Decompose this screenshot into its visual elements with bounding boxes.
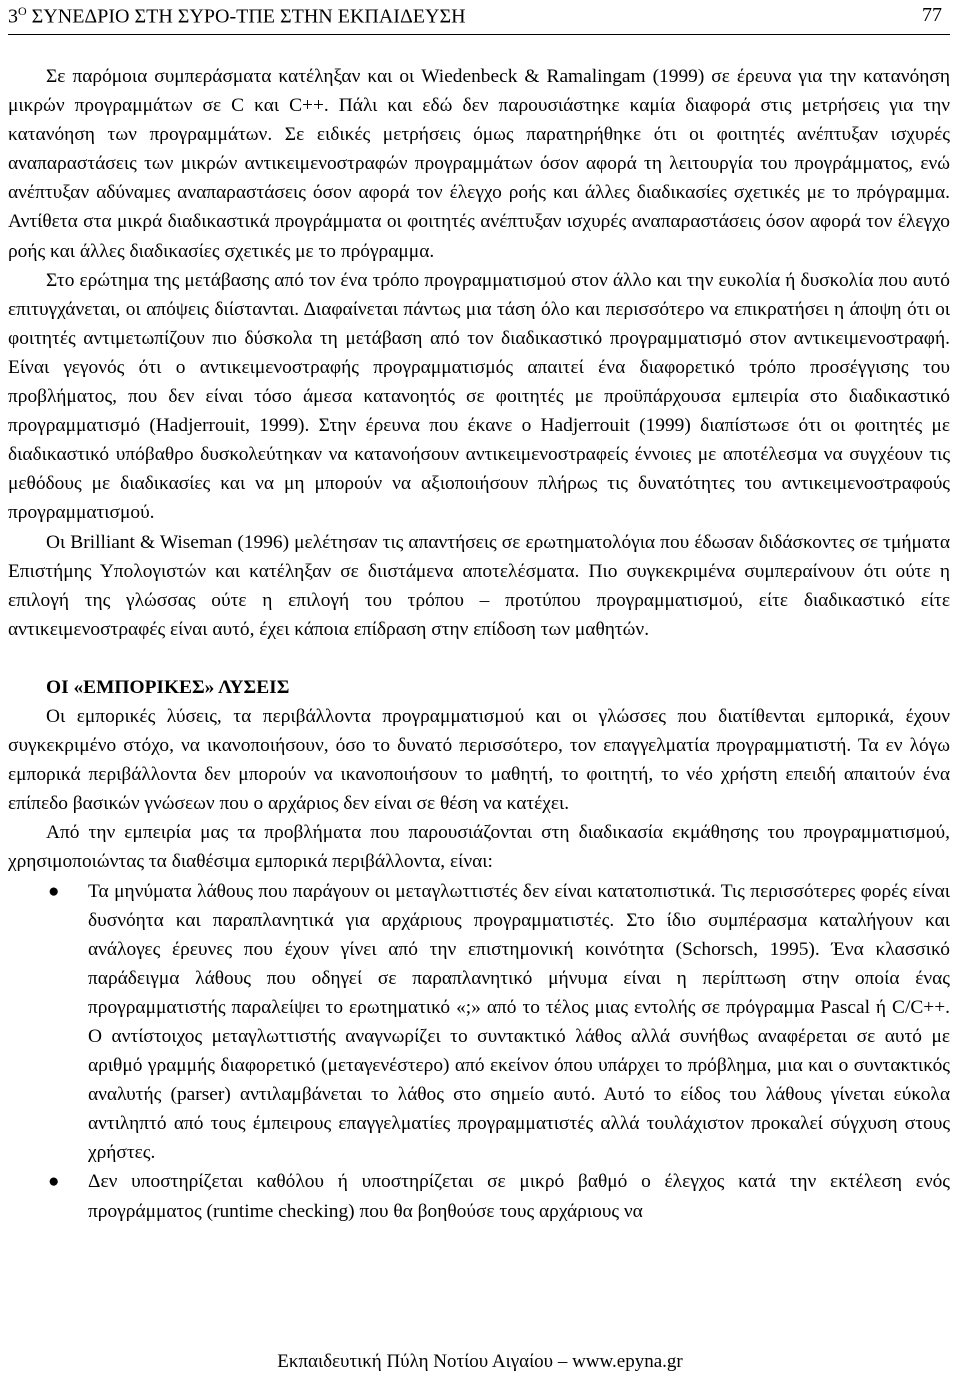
paragraph: Από την εμπειρία μας τα προβλήματα που παρουσιάζονται στη διαδικασία εκμάθησης του προγραμματισμού, χρησιμοποιώντας τα διαθέσιμα εμπορικά περιβάλλοντα, είναι: <box>8 822 950 873</box>
page-footer: Εκπαιδευτική Πύλη Νοτίου Αιγαίου – www.epyna.gr <box>277 1351 683 1372</box>
paragraph: Στο ερώτημα της μετάβασης από τον ένα τρόπο προγραμματισμού στον άλλο και την ευκολία ή δυσκολία που αυτό επιτυγχάνεται, οι απόψεις διίστανται. Διαφαίνεται πάντως μια τάση όλο και περισσότερο να επικρατήσει η άποψη ότι οι φοιτητές αντιμετωπίζουν πιο δύσκολα τη μετάβαση από τον διαδικαστικό προγραμματισμό στον αντικειμενοστραφή. Είναι γεγονός ότι ο αντικειμενοστραφής προγραμματισμός απαιτεί ένα διαφορετικό τρόπο προσέγγισης του προβλήματος, που δεν είναι τόσο άμεσα κατανοητός σε φοιτητές με προϋπάρχουσα εμπειρία στο διαδικαστικό προγραμματισμό (Hadjerrouit, 1999). Στην έρευνα που έκανε ο Hadjerrouit (1999) διαπίστωσε ότι οι φοιτητές με διαδικαστικό υπόβαθρο δυσκολεύτηκαν να κατανοήσουν αντικειμενοστραφείς έννοιες με αποτέλεσμα να συγχέουν τις μεθόδους με διαδικασίες και να μη μπορούν να αξιοποιήσουν πλήρως τις δυνατότητες του αντικειμενοστραφούς προγραμματισμού. <box>8 269 950 524</box>
conference-title-text: ΣΥΝΕΔΡΙΟ ΣΤΗ ΣΥΡΟ-ΤΠΕ ΣΤΗΝ ΕΚΠΑΙΔΕΥΣΗ <box>31 5 466 28</box>
running-header <box>8 0 950 35</box>
page-number: 77 <box>922 4 942 26</box>
section-heading: ΟΙ «ΕΜΠΟΡΙΚΕΣ» ΛΥΣΕΙΣ <box>46 676 290 698</box>
paragraph: Οι εμπορικές λύσεις, τα περιβάλλοντα προγραμματισμού και οι γλώσσες που διατίθενται εμπορικά, έχουν συγκεκριμένο στόχο, να ικανοποιήσουν, όσο το δυνατό περισσότερο, τον επαγγελματία προγραμματιστή. Τα εν λόγω εμπορικά περιβάλλοντα δεν μπορούν να ικανοποιήσουν το μαθητή, το φοιτητή, το νέο χρήστη επειδή απαιτούν ένα επίπεδο βασικών γνώσεων που ο αρχάριος δεν είναι σε θέση να κατέχει. <box>8 705 950 815</box>
paragraph: Σε παρόμοια συμπεράσματα κατέληξαν και οι Wiedenbeck & Ramalingam (1999) σε έρευνα για την κατανόηση μικρών προγραμμάτων σε C και C++. Πάλι και εδώ δεν παρουσιάστηκε καμία διαφορά στις μετρήσεις για την κατανόηση των προγραμμάτων. Σε ειδικές μετρήσεις όμως παρατηρήθηκε ότι οι φοιτητές ανέπτυξαν ισχυρές αναπαραστάσεις των μικρών αντικειμενοστραφών προγραμμάτων όσον αφορά τη λειτουργία του προγράμματος, ενώ ανέπτυξαν αδύναμες αναπαραστάσεις όσον αφορά τον έλεγχο ροής και άλλες διαδικασίες σχετικές με το πρόγραμμα. Αντίθετα στα μικρά διαδικαστικά προγράμματα οι φοιτητές ανέπτυξαν ισχυρές αναπαραστάσεις όσον αφορά τον έλεγχο ροής και άλλες διαδικασίες σχετικές με το πρόγραμμα. <box>8 66 950 262</box>
bullet-icon: ● <box>48 880 60 902</box>
conference-number: 3 <box>8 5 18 28</box>
conference-superscript: Ο <box>18 4 27 18</box>
list-item <box>8 1167 950 1225</box>
document-body <box>8 62 950 1226</box>
bullet-icon: ● <box>48 1171 60 1193</box>
list-item-text: Δεν υποστηρίζεται καθόλου ή υποστηρίζεται σε μικρό βαθμό ο έλεγχος κατά την εκτέλεση ενός προγράμματος (runtime checking) που θα βοηθούσε τους αρχάριους να <box>88 1171 950 1222</box>
conference-title <box>8 4 466 29</box>
bullet-list <box>8 877 950 1226</box>
list-item-text: Τα μηνύματα λάθους που παράγουν οι μεταγλωττιστές δεν είναι κατατοπιστικά. Τις περισσότερες φορές είναι δυσνόητα και παραπλανητικά για αρχάριους προγραμματιστές. Στο ίδιο συμπέρασμα καταλήγουν και ανάλογες έρευνες που έχουν γίνει από την επιστημονική κοινότητα (Schorsch, 1995). Ένα κλασσικό παράδειγμα λάθους που οδηγεί σε παραπλανητικό μήνυμα είναι η περίπτωση στην οποία ένας προγραμματιστής παραλείψει το ερωτηματικό «;» από το τέλος μιας εντολής σε πρόγραμμα Pascal ή C/C++. Ο αντίστοιχος μεταγλωττιστής αναγνωρίζει το συντακτικό λάθος αλλά συνήθως αναφέρεται σε αυτό με αριθμό γραμμής διαφορετικό (μεταγενέστερο) από εκείνον όπου υπάρχει το πρόβλημα, μια και ο συντακτικός αναλυτής (parser) αντιλαμβάνεται το λάθος στο σημείο αυτό. Αυτό το είδος του λάθους γίνεται εύκολα αντιληπτό από τους έμπειρους επαγγελματίες προγραμματιστές αλλά τουλάχιστον προκαλεί σύγχυση στους χρήστες. <box>88 880 950 1164</box>
list-item <box>8 877 950 1168</box>
paragraph: Οι Brilliant & Wiseman (1996) μελέτησαν τις απαντήσεις σε ερωτηματολόγια που έδωσαν διδάσκοντες σε τμήματα Επιστήμης Υπολογιστών και κατέληξαν σε διιστάμενα αποτελέσματα. Πιο συγκεκριμένα συμπεραίνουν ότι ούτε η επιλογή της γλώσσας ούτε η επιλογή του τρόπου – προτύπου προγραμματισμού, είτε διαδικαστικό είτε αντικειμενοστραφές είναι αυτό, έχει κάποια επίδραση στην επίδοση των μαθητών. <box>8 531 950 640</box>
